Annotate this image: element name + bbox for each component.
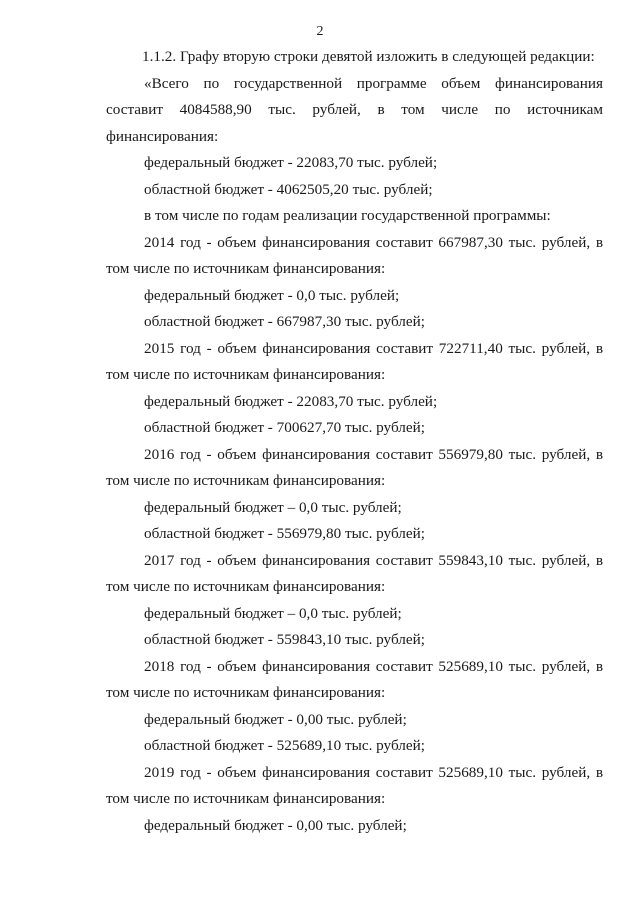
paragraph-total-funding: «Всего по государственной программе объем финансирования составит 4084588,90 тыс. рублей, в том числе по источникам финансирования: [106, 74, 603, 145]
paragraph-2017-regional: областной бюджет - 559843,10 тыс. рублей; [144, 631, 425, 648]
paragraph-2016-total: 2016 год - объем финансирования составит 556979,80 тыс. рублей, в том числе по источникам финансирования: [106, 445, 603, 489]
document-body [106, 44, 603, 839]
paragraph-2017-federal: федеральный бюджет – 0,0 тыс. рублей; [144, 604, 402, 622]
paragraph-2018-total: 2018 год - объем финансирования составит 525689,10 тыс. рублей, в том числе по источникам финансирования: [106, 657, 603, 701]
paragraph-2017-total: 2017 год - объем финансирования составит 559843,10 тыс. рублей, в том числе по источникам финансирования: [106, 551, 603, 595]
paragraph-2015-total: 2015 год - объем финансирования составит 722711,40 тыс. рублей, в том числе по источникам финансирования: [106, 339, 603, 383]
paragraph-2014-regional: областной бюджет - 667987,30 тыс. рублей; [144, 313, 425, 330]
paragraph-2015-regional: областной бюджет - 700627,70 тыс. рублей; [144, 419, 425, 436]
paragraph-2018-regional: областной бюджет - 525689,10 тыс. рублей; [144, 737, 425, 754]
paragraph-2016-regional: областной бюджет - 556979,80 тыс. рублей; [144, 525, 425, 542]
paragraph-total-regional: областной бюджет - 4062505,20 тыс. рублей; [144, 180, 433, 198]
paragraph-2019-federal: федеральный бюджет - 0,00 тыс. рублей; [144, 816, 407, 834]
paragraph-by-years: в том числе по годам реализации государственной программы: [144, 207, 551, 224]
paragraph-2018-federal: федеральный бюджет - 0,00 тыс. рублей; [144, 710, 407, 728]
paragraph-2014-federal: федеральный бюджет - 0,0 тыс. рублей; [144, 286, 400, 304]
page-number: 2 [316, 24, 324, 39]
paragraph-2016-federal: федеральный бюджет – 0,0 тыс. рублей; [144, 498, 402, 516]
paragraph-total-federal: федеральный бюджет - 22083,70 тыс. рублей; [144, 154, 438, 171]
paragraph-2014-total: 2014 год - объем финансирования составит 667987,30 тыс. рублей, в том числе по источникам финансирования: [106, 233, 603, 277]
paragraph-2015-federal: федеральный бюджет - 22083,70 тыс. рублей; [144, 392, 438, 410]
paragraph-clause: 1.1.2. Графу вторую строки девятой изложить в следующей редакции: [142, 48, 595, 65]
paragraph-2019-total: 2019 год - объем финансирования составит 525689,10 тыс. рублей, в том числе по источникам финансирования: [106, 763, 603, 807]
